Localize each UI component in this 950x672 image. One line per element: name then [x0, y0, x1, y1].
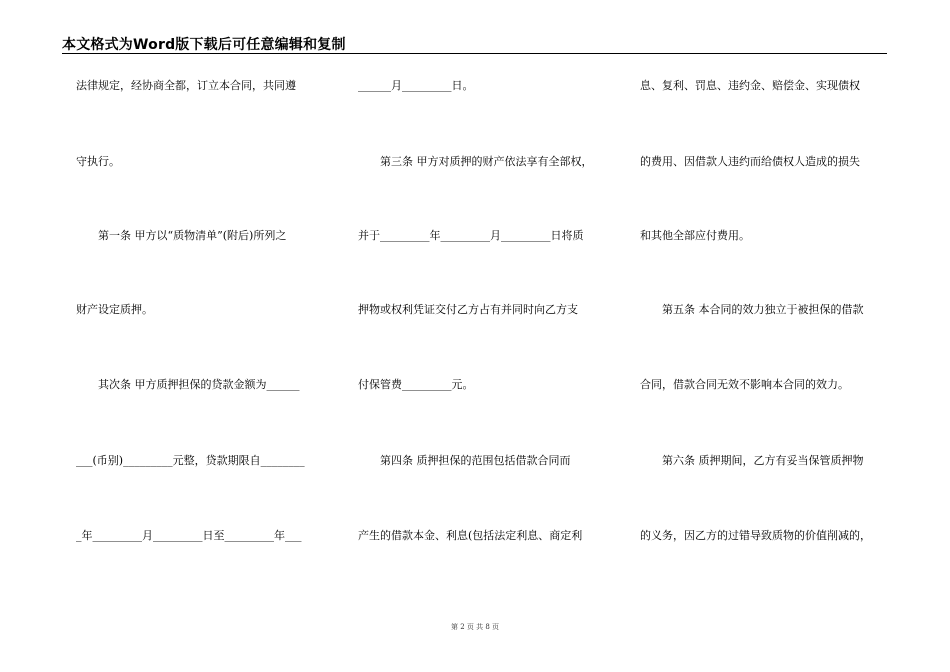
column-3-line-1: 息、复利、罚息、违约金、赔偿金、实现债权	[640, 79, 860, 92]
column-1-line-4: 财产设定质押。	[76, 303, 153, 316]
column-1-line-6: ___(币别)_________元整，贷款期限自________	[76, 454, 305, 467]
column-2-line-3: 并于_________年_________月_________日将质	[358, 229, 584, 242]
column-3-line-4: 第五条 本合同的效力独立于被担保的借款	[640, 303, 864, 316]
column-1-line-5: 其次条 甲方质押担保的贷款金额为______	[76, 378, 300, 391]
column-3-line-7: 的义务，因乙方的过错导致质物的价值削减的，	[640, 529, 871, 542]
column-2-line-1: ______月_________日。	[358, 79, 474, 92]
column-2-line-4: 押物或权利凭证交付乙方占有并同时向乙方支	[358, 303, 578, 316]
column-2-line-7: 产生的借款本金、利息(包括法定利息、商定利	[358, 529, 583, 542]
page-number-footer: 第 2 页 共 8 页	[450, 623, 500, 631]
column-2-line-2: 第三条 甲方对质押的财产依法享有全部权，	[358, 155, 593, 168]
column-3-line-6: 第六条 质押期间，乙方有妥当保管质押物	[640, 454, 864, 467]
column-2-line-5: 付保管费_________元。	[358, 378, 474, 391]
column-1-line-2: 守执行。	[76, 155, 120, 168]
document-header-title: 本文格式为Word版下载后可任意编辑和复制	[62, 37, 346, 53]
column-3-line-3: 和其他全部应付费用。	[640, 229, 750, 242]
column-3-line-5: 合同，借款合同无效不影响本合同的效力。	[640, 378, 849, 391]
header-divider	[62, 53, 887, 54]
column-1-line-1: 法律规定，经协商全都，订立本合同，共同遵	[76, 79, 296, 92]
column-1-line-3: 第一条 甲方以“质物清单”(附后)所列之	[76, 229, 287, 242]
column-3-line-2: 的费用、因借款人违约而给债权人造成的损失	[640, 155, 860, 168]
column-2-line-6: 第四条 质押担保的范围包括借款合同而	[358, 454, 571, 467]
column-1-line-7: _年_________月_________日至_________年___	[76, 529, 302, 542]
